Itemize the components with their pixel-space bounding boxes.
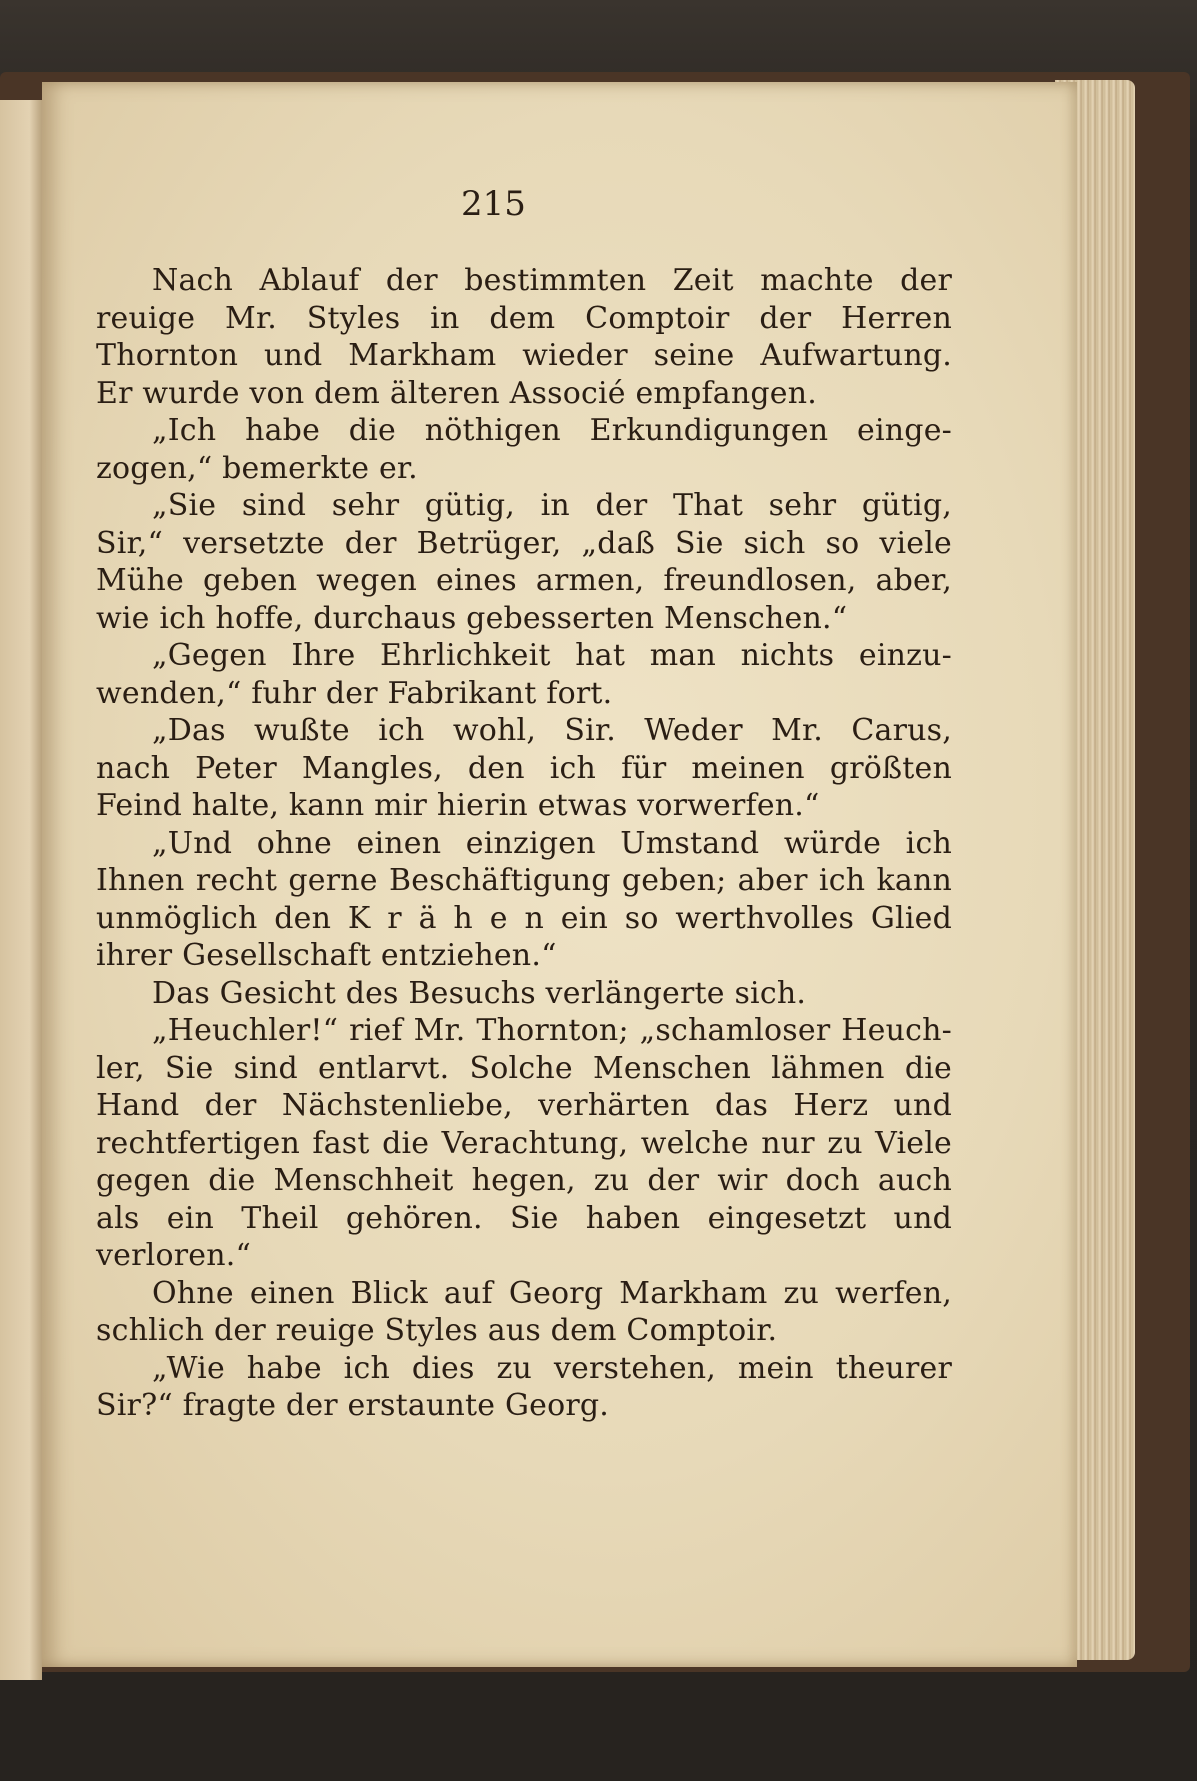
facing-page-edge bbox=[0, 100, 42, 1680]
text-line: „Gegen Ihre Ehrlichkeit hat man nichts einzu- bbox=[152, 638, 952, 673]
text-line: „Wie habe ich dies zu verstehen, mein theurer bbox=[152, 1350, 952, 1386]
text-line: Sir?“ fragte der erstaunte Georg. bbox=[96, 1388, 610, 1423]
text-line: zogen,“ bemerkte er. bbox=[96, 450, 418, 486]
page-number: 215 bbox=[461, 184, 526, 224]
text-line: Ohne einen Blick auf Georg Markham zu werfen, bbox=[152, 1275, 952, 1311]
text-line: „Sie sind sehr gütig, in der That sehr gütig, bbox=[152, 488, 952, 523]
text-line: ler, Sie sind entlarvt. Solche Menschen lähmen die bbox=[96, 1050, 952, 1086]
text-line: Ihnen recht gerne Beschäftigung geben; aber ich kann bbox=[96, 863, 952, 898]
book-page bbox=[42, 82, 1077, 1667]
text-line: „Das wußte ich wohl, Sir. Weder Mr. Carus, bbox=[152, 713, 952, 748]
text-line: unmöglich den K r ä h e n ein so werthvolles Glied bbox=[96, 900, 952, 936]
text-line: Sir,“ versetzte der Betrüger, „daß Sie sich so viele bbox=[96, 525, 952, 561]
text-line: Er wurde von dem älteren Associé empfangen. bbox=[96, 375, 817, 411]
text-line: nach Peter Mangles, den ich für meinen größten bbox=[96, 750, 952, 786]
text-line: Mühe geben wegen eines armen, freundlosen, aber, bbox=[96, 563, 952, 598]
text-line: Feind halte, kann mir hierin etwas vorwerfen.“ bbox=[96, 788, 820, 823]
text-line: schlich der reuige Styles aus dem Comptoir. bbox=[96, 1313, 778, 1348]
text-line: „Heuchler!“ rief Mr. Thornton; „schamloser Heuch- bbox=[152, 1013, 952, 1048]
text-line: rechtfertigen fast die Verachtung, welche nur zu Viele bbox=[96, 1125, 952, 1161]
text-line: Hand der Nächstenliebe, verhärten das Herz und bbox=[96, 1088, 952, 1123]
text-line: Nach Ablauf der bestimmten Zeit machte der bbox=[152, 263, 952, 298]
text-line: als ein Theil gehören. Sie haben eingesetzt und bbox=[96, 1200, 952, 1236]
text-line: Thornton und Markham wieder seine Aufwartung. bbox=[96, 338, 952, 373]
text-line: wie ich hoffe, durchaus gebesserten Menschen.“ bbox=[96, 600, 848, 636]
text-line: „Und ohne einen einzigen Umstand würde ich bbox=[152, 825, 952, 861]
text-line: „Ich habe die nöthigen Erkundigungen einge- bbox=[152, 413, 952, 448]
text-line: wenden,“ fuhr der Fabrikant fort. bbox=[96, 675, 613, 711]
text-line: Das Gesicht des Besuchs verlängerte sich. bbox=[152, 975, 807, 1011]
text-line: reuige Mr. Styles in dem Comptoir der Herren bbox=[96, 300, 952, 336]
body-text bbox=[96, 262, 952, 1425]
text-line: gegen die Menschheit hegen, zu der wir doch auch bbox=[96, 1163, 952, 1198]
text-line: verloren.“ bbox=[96, 1238, 251, 1273]
text-line: ihrer Gesellschaft entziehen.“ bbox=[96, 938, 557, 973]
